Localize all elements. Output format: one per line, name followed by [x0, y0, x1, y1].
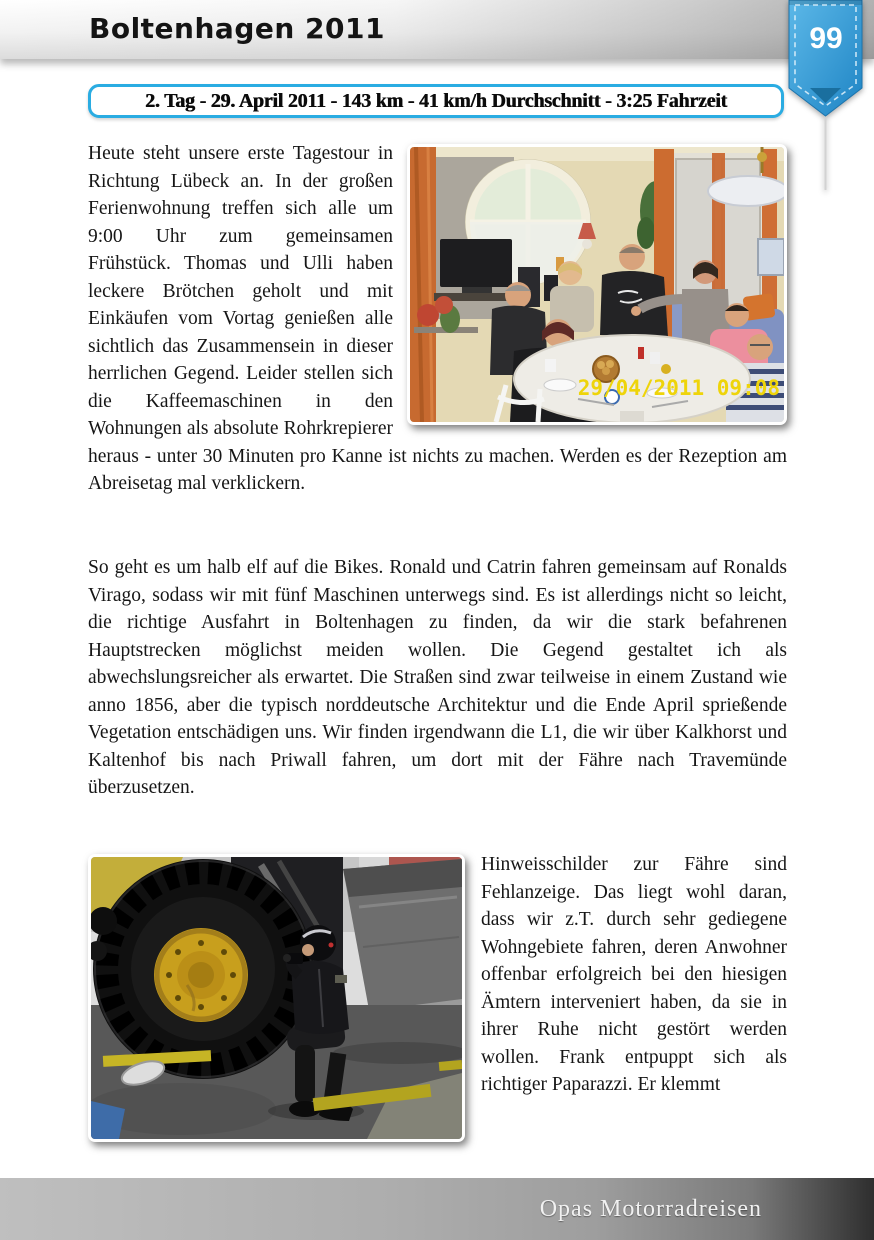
breakfast-scene [410, 147, 784, 422]
photo-timestamp: 29/04/2011 09:08 [577, 376, 780, 400]
header-bar [0, 0, 874, 59]
page-number-ribbon-icon [786, 0, 865, 195]
photo-wheel-loader [88, 854, 465, 1142]
paragraph-block-3 [88, 851, 787, 1148]
paragraph-1-text: Heute steht unsere erste Tagestour in Richtung Lübeck an. In der großen Ferienwohnung treffen sich alle um 9:00 Uhr zum gemeinsamen Frühstück. Thomas und Ulli haben leckere Brötchen geholt und mit Einkäufen vom Vortag genießen alle sichtlich das Zusammensein in dieser herrlichen Gegend. Leider stellen sich die Kaffeemaschinen in den Wohnungen als absolute Rohrkrepierer heraus - unter 30 Minuten pro Kanne ist nichts zu machen. Werden es der Rezeption am Abreisetag mal verklickern. [88, 143, 787, 494]
footer-series-title: Opas Motorradreisen [539, 1195, 762, 1222]
photo-breakfast [407, 144, 787, 425]
footer-bar [0, 1178, 874, 1240]
paragraph-2-text: So geht es um halb elf auf die Bikes. Ronald und Catrin fahren gemeinsam auf Ronalds Virago, sodass wir mit fünf Maschinen unterwegs sind. Es ist allerdings nicht so leicht, die richtige Ausfahrt in Boltenhagen zu finden, da wir die stark befahrenen Hauptstrecken möglichst meiden wollen. Die Gegend gestaltet ich als abwechslungsreicher als erwartet. Die Straßen sind zwar teilweise in einem Zustand wie anno 1856, aber die typisch norddeutsche Architektur und die Ende April sprießende Vegetation entschädigen uns. Wir finden irgendwann die L1, die wir über Kalkhorst und Kaltenhof bis nach Priwall fahren, um dort mit der Fähre nach Travemünde überzusetzen. [88, 557, 787, 798]
day-summary-banner [88, 84, 784, 118]
wheel-loader-scene [91, 857, 462, 1139]
paragraph-block-1 [88, 140, 787, 498]
page-number: 99 [809, 22, 843, 55]
wall-picture [758, 239, 784, 275]
loader-tire [93, 859, 313, 1079]
page-title: Boltenhagen 2011 [89, 12, 385, 45]
paragraph-3-text: Hinweisschilder zur Fähre sind Fehlanzeige. Das liegt wohl daran, dass wir z.T. durch sehr gediegene Wohngebiete fahren, deren Anwohner offenbar erfolgreich bei den hiesigen Ämtern interveniert haben, da sie in ihrer Ruhe nicht gestört werden wollen. Frank entpuppt sich als richtiger Paparazzi. Er klemmt [481, 854, 787, 1095]
day-summary-text: 2. Tag - 29. April 2011 - 143 km - 41 km/h Durchschnitt - 3:25 Fahrzeit [145, 89, 727, 112]
